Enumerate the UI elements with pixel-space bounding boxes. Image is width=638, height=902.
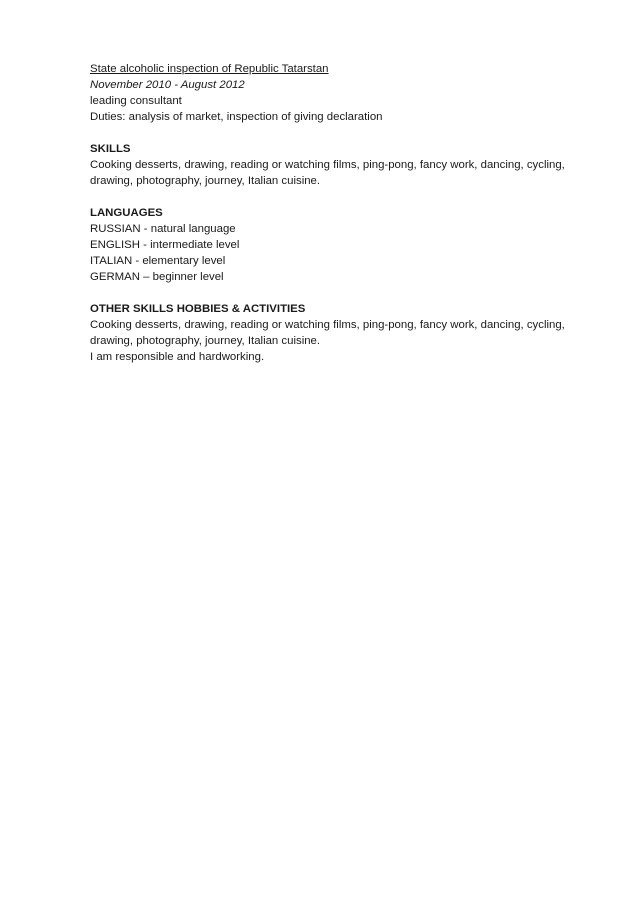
languages-heading: LANGUAGES	[90, 207, 163, 219]
other-skills-heading: OTHER SKILLS HOBBIES & ACTIVITIES	[90, 303, 306, 315]
organization-name: State alcoholic inspection of Republic Tatarstan	[90, 63, 329, 75]
spacer	[90, 285, 590, 301]
job-position: leading consultant	[90, 95, 182, 107]
skills-line: Cooking desserts, drawing, reading or watching films, ping-pong, fancy work, dancing, cycling,	[90, 159, 565, 171]
language-item: ENGLISH - intermediate level	[90, 239, 240, 251]
spacer	[90, 125, 590, 141]
job-duties: Duties: analysis of market, inspection of giving declaration	[90, 111, 383, 123]
employment-period: November 2010 - August 2012	[90, 79, 245, 91]
resume-page	[90, 61, 590, 365]
other-skills-line: Cooking desserts, drawing, reading or watching films, ping-pong, fancy work, dancing, cycling,	[90, 319, 565, 331]
skills-section	[90, 141, 590, 189]
languages-section	[90, 205, 590, 285]
language-item: ITALIAN - elementary level	[90, 255, 226, 267]
other-skills-line: drawing, photography, journey, Italian cuisine.	[90, 335, 321, 347]
other-skills-section	[90, 301, 590, 365]
language-item: GERMAN – beginner level	[90, 271, 224, 283]
experience-section	[90, 61, 590, 125]
skills-heading: SKILLS	[90, 143, 131, 155]
spacer	[90, 189, 590, 205]
skills-line: drawing, photography, journey, Italian cuisine.	[90, 175, 321, 187]
other-skills-line: I am responsible and hardworking.	[90, 351, 265, 363]
language-item: RUSSIAN - natural language	[90, 223, 236, 235]
